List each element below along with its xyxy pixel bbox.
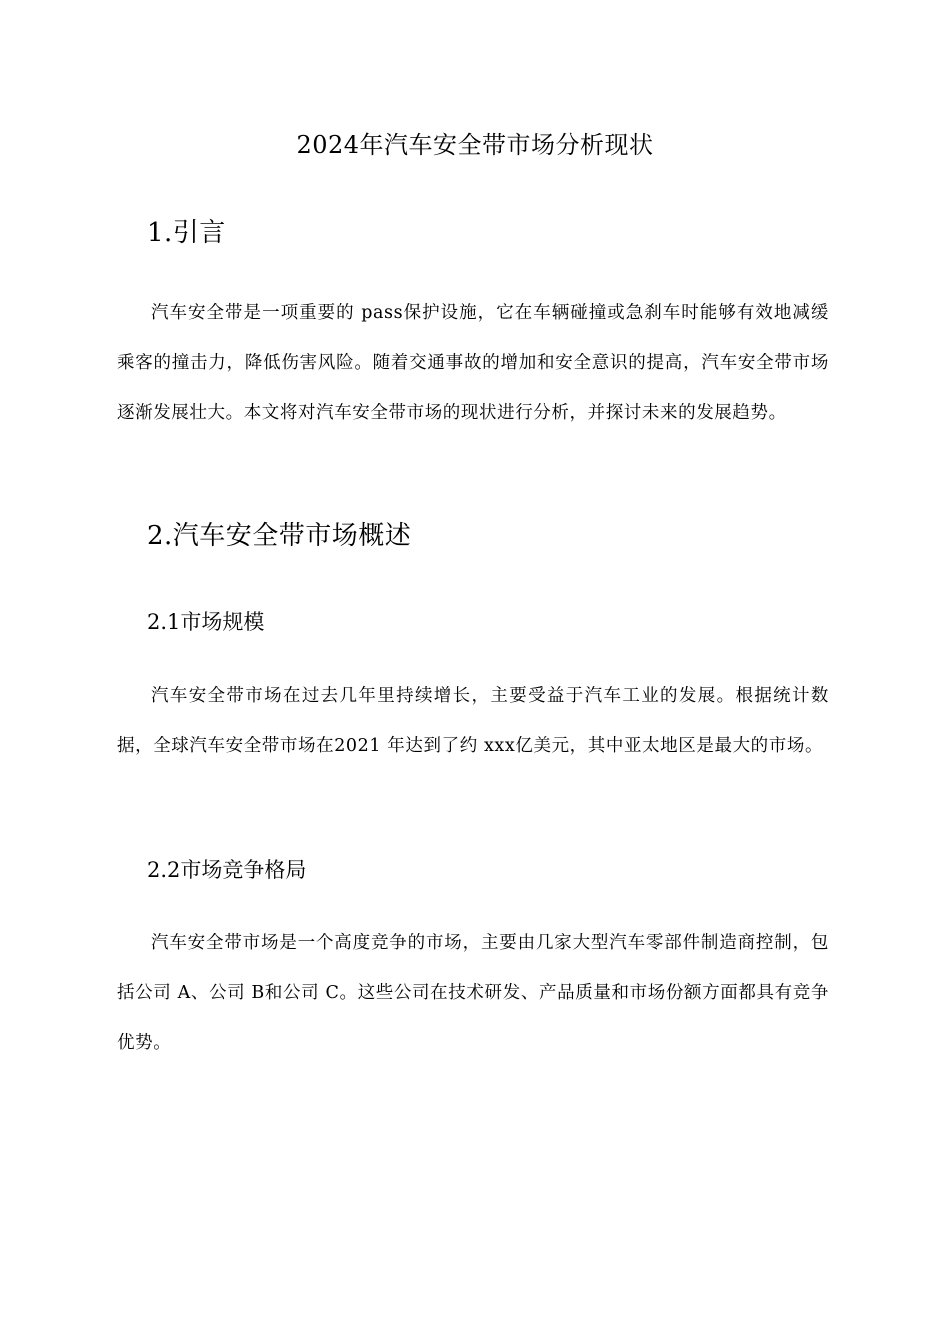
subsection-heading-market-size: 2.1市场规模 — [147, 610, 265, 634]
competition-paragraph: 汽车安全带市场是一个高度竞争的市场，主要由几家大型汽车零部件制造商控制，包括公司 A、公司 B和公司 C。这些公司在技术研发、产品质量和市场份额方面都具有竞争优势。 — [117, 933, 829, 1053]
subsection-heading-competition: 2.2市场竞争格局 — [147, 858, 307, 882]
document-title: 2024年汽车安全带市场分析现状 — [296, 131, 654, 159]
introduction-paragraph: 汽车安全带是一项重要的 pass保护设施，它在车辆碰撞或急刹车时能够有效地减缓乘客的撞击力，降低伤害风险。随着交通事故的增加和安全意识的提高，汽车安全带市场逐渐发展壮大。本文将对汽车安全带市场的现状进行分析，并探讨未来的发展趋势。 — [117, 303, 829, 423]
section-heading-introduction: 1.引言 — [147, 218, 226, 248]
market-size-paragraph: 汽车安全带市场在过去几年里持续增长，主要受益于汽车工业的发展。根据统计数据，全球汽车安全带市场在2021 年达到了约 xxx亿美元，其中亚太地区是最大的市场。 — [117, 686, 829, 756]
section-heading-market-overview: 2.汽车安全带市场概述 — [147, 521, 412, 551]
